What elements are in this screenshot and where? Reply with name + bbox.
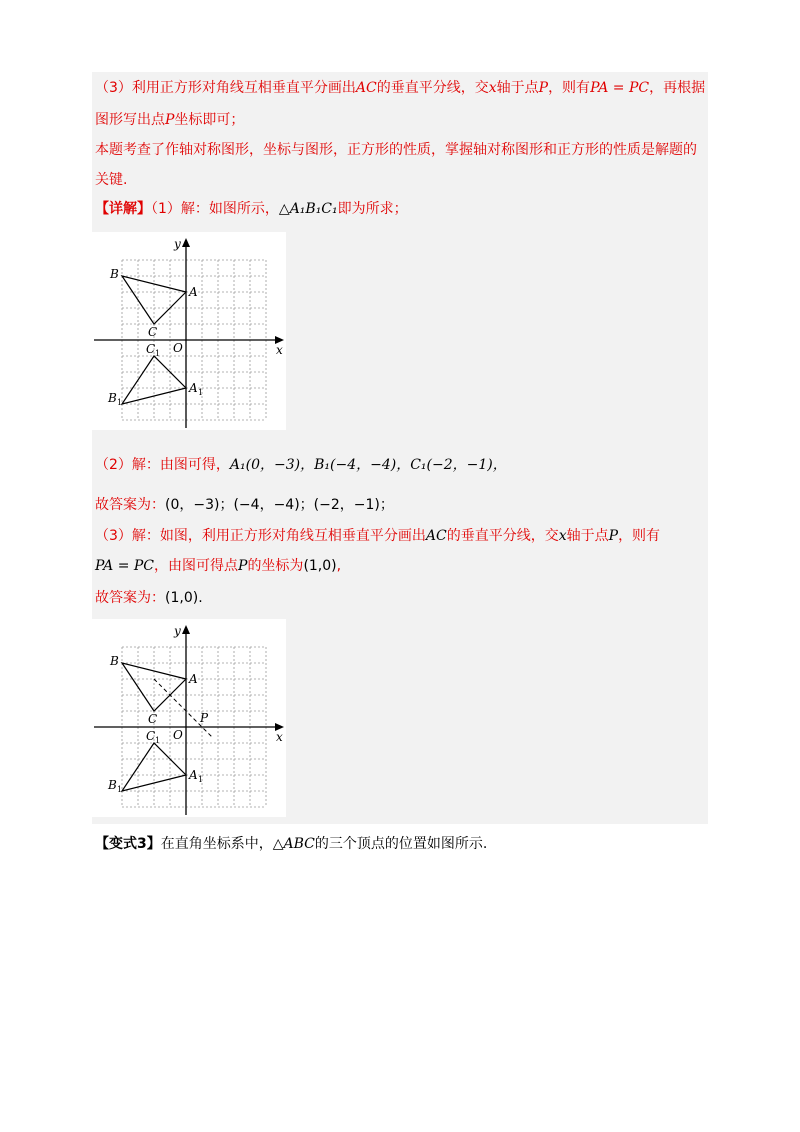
label-c1: C [146,729,156,743]
figure-reflection [92,232,286,430]
summary-line2: 关键. [95,172,128,188]
text-span: 的垂直平分线，交 [376,80,489,96]
text-span: （3）解：如图，利用正方形对角线互相垂直平分画出 [95,528,426,544]
math-p: P [165,112,175,128]
answer2-final [95,495,394,515]
y-axis-arrow [182,238,190,247]
math-ac: AC [425,528,447,544]
text-span: ，再根据 [649,80,706,96]
text-span: （1）解：如图所示， [151,201,279,217]
answer2-line [95,455,507,475]
text-span: 的三个顶点的位置如图所示. [314,836,488,852]
detail-label: 【详解】 [95,201,151,217]
figure-perpendicular-bisector-svg [92,619,286,817]
y-label: y [174,624,181,638]
label-b1-sub: 1 [117,398,123,407]
label-a1-sub: 1 [198,775,204,784]
label-b1-sub: 1 [117,785,123,794]
text-span: 轴于点 [496,80,539,96]
variant3-line [95,834,487,854]
math-coord: (1,0) [303,558,337,574]
detail-line [95,199,408,219]
math-coord: (1,0). [165,590,203,606]
y-axis-arrow [182,625,190,634]
text-span: ，则有 [548,80,591,96]
math-ac: AC [355,80,377,96]
text-span: , [336,558,342,574]
math-eq: PA = PC [95,558,155,574]
answer3-line2 [95,556,341,576]
text-span: 图形写出点 [95,112,165,128]
label-a1-sub: 1 [198,388,204,397]
math-p: P [538,80,549,96]
text-span: 的坐标为 [247,558,304,574]
answer3-line1 [95,526,660,546]
summary-line1: 本题考查了作轴对称图形，坐标与图形，正方形的性质，掌握轴对称图形和正方形的性质是解题的 [95,142,697,158]
perpendicular-bisector [154,679,212,737]
label-p: P [200,711,209,725]
label-c: C [148,325,158,339]
math-eq: PA = PC [590,80,650,96]
label-b1: B [108,391,117,405]
answer3-final [95,588,203,608]
text-span: ，由图可得点 [154,558,239,574]
text-span: （3）利用正方形对角线互相垂直平分画出 [95,80,356,96]
math-p: P [238,558,248,574]
origin-label: O [173,341,183,355]
label-c1: C [146,342,156,356]
text-span: 坐标即可； [174,112,245,128]
x-label: x [276,343,283,357]
label-c1-sub: 1 [155,736,161,745]
label-a1: A [189,381,198,395]
figure-perpendicular-bisector [92,619,286,817]
math-p: P [608,528,619,544]
math-values: (0，−3)；(−4，−4)；(−2，−1)； [165,497,394,513]
text-span: 在直角坐标系中， [160,836,273,852]
label-a: A [189,285,198,299]
text-span: 故答案为： [95,497,165,513]
origin-label: O [173,728,183,742]
figure-reflection-svg [92,232,286,430]
math-x: x [558,528,567,544]
math-triangle: △ABC [272,836,315,852]
math-triangle: △A₁B₁C₁ [278,201,338,217]
solution-step3-hint-line1 [95,78,705,98]
x-label: x [276,730,283,744]
label-b1: B [108,778,117,792]
solution-step3-hint-line2 [95,110,244,130]
label-c1-sub: 1 [155,349,161,358]
label-a1: A [189,768,198,782]
text-span: （2）解：由图可得， [95,457,230,473]
label-c: C [148,712,158,726]
text-span: 的垂直平分线，交 [446,528,559,544]
text-span: 故答案为： [95,590,165,606]
math-coords: A₁(0，−3)，B₁(−4，−4)，C₁(−2，−1)， [229,457,507,473]
label-b: B [110,654,119,668]
label-b: B [110,267,119,281]
text-span: ，则有 [618,528,661,544]
variant-label: 【变式3】 [95,836,161,852]
text-span: 轴于点 [566,528,609,544]
label-a: A [189,672,198,686]
y-label: y [174,237,181,251]
text-span: 即为所求； [337,201,408,217]
math-x: x [488,80,497,96]
